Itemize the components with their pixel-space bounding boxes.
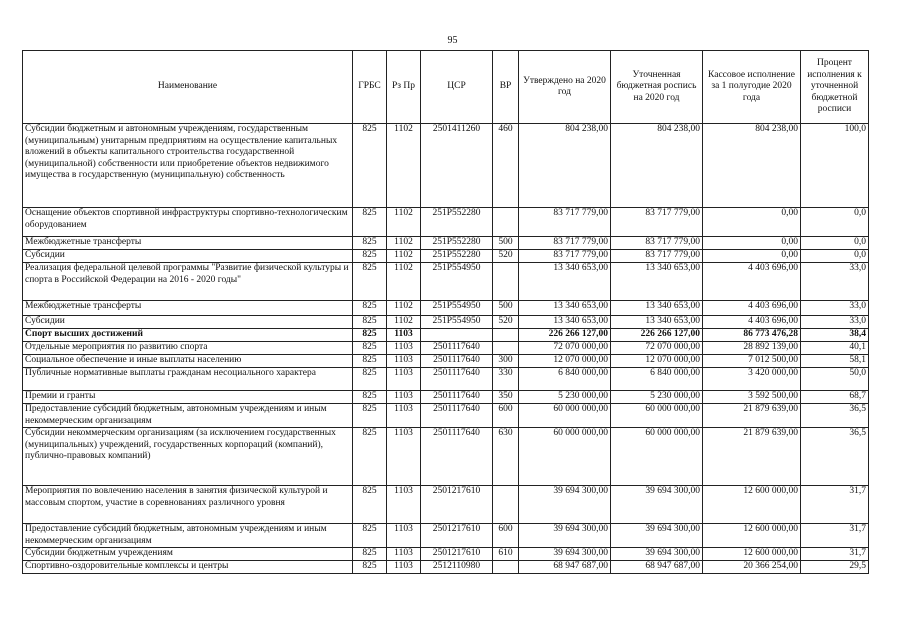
row-vr (493, 342, 519, 355)
row-csr: 2501217610 (421, 486, 493, 524)
row-refined: 13 340 653,00 (611, 263, 703, 301)
row-vr: 630 (493, 428, 519, 486)
row-refined: 68 947 687,00 (611, 561, 703, 574)
row-name: Социальное обеспечение и иные выплаты населению (23, 355, 353, 368)
table-row (23, 342, 869, 355)
table-row (23, 329, 869, 342)
row-rzpr: 1102 (387, 237, 421, 250)
row-grbs: 825 (353, 237, 387, 250)
row-percent: 58,1 (801, 355, 869, 368)
row-cash: 4 403 696,00 (703, 263, 801, 301)
table-row (23, 124, 869, 208)
row-vr: 500 (493, 237, 519, 250)
row-rzpr: 1103 (387, 428, 421, 486)
row-vr: 610 (493, 548, 519, 561)
row-cash: 12 600 000,00 (703, 548, 801, 561)
row-vr: 520 (493, 250, 519, 263)
header-rzpr: Рз Пр (387, 51, 421, 124)
row-rzpr: 1102 (387, 124, 421, 208)
row-name: Оснащение объектов спортивной инфраструктуры спортивно-технологическим оборудованием (23, 208, 353, 237)
row-csr: 2501117640 (421, 368, 493, 391)
row-cash: 3 420 000,00 (703, 368, 801, 391)
header-refined: Уточненная бюджетная роспись на 2020 год (611, 51, 703, 124)
row-percent: 0,0 (801, 237, 869, 250)
row-cash: 804 238,00 (703, 124, 801, 208)
table-row (23, 428, 869, 486)
row-cash: 7 012 500,00 (703, 355, 801, 368)
row-grbs: 825 (353, 250, 387, 263)
row-rzpr: 1102 (387, 316, 421, 329)
row-grbs: 825 (353, 329, 387, 342)
row-csr: 2501411260 (421, 124, 493, 208)
row-vr (493, 486, 519, 524)
row-percent: 0,0 (801, 208, 869, 237)
row-refined: 60 000 000,00 (611, 428, 703, 486)
row-cash: 0,00 (703, 237, 801, 250)
row-percent: 68,7 (801, 391, 869, 404)
row-vr (493, 263, 519, 301)
row-approved: 60 000 000,00 (519, 404, 611, 428)
table-row (23, 404, 869, 428)
row-name: Спортивно-оздоровительные комплексы и центры (23, 561, 353, 574)
row-name: Межбюджетные трансферты (23, 237, 353, 250)
row-approved: 13 340 653,00 (519, 316, 611, 329)
row-percent: 36,5 (801, 428, 869, 486)
row-csr: 251P554950 (421, 263, 493, 301)
row-vr: 460 (493, 124, 519, 208)
row-refined: 13 340 653,00 (611, 301, 703, 316)
row-csr: 251P552280 (421, 208, 493, 237)
row-cash: 4 403 696,00 (703, 301, 801, 316)
row-grbs: 825 (353, 486, 387, 524)
row-percent: 29,5 (801, 561, 869, 574)
page-number: 95 (447, 35, 458, 46)
row-csr: 2501117640 (421, 342, 493, 355)
row-percent: 33,0 (801, 316, 869, 329)
row-refined: 83 717 779,00 (611, 208, 703, 237)
row-name: Межбюджетные трансферты (23, 301, 353, 316)
table-row (23, 237, 869, 250)
row-rzpr: 1103 (387, 391, 421, 404)
row-refined: 12 070 000,00 (611, 355, 703, 368)
table-row (23, 301, 869, 316)
row-refined: 83 717 779,00 (611, 250, 703, 263)
header-grbs: ГРБС (353, 51, 387, 124)
row-refined: 39 694 300,00 (611, 524, 703, 548)
table-row (23, 368, 869, 391)
row-csr: 251P554950 (421, 316, 493, 329)
row-grbs: 825 (353, 368, 387, 391)
table-row (23, 208, 869, 237)
row-grbs: 825 (353, 301, 387, 316)
row-vr: 600 (493, 524, 519, 548)
row-approved: 39 694 300,00 (519, 486, 611, 524)
row-cash: 12 600 000,00 (703, 524, 801, 548)
row-name: Предоставление субсидий бюджетным, автономным учреждениям и иным некоммерческим организациям (23, 524, 353, 548)
row-name: Субсидии (23, 250, 353, 263)
row-grbs: 825 (353, 208, 387, 237)
row-grbs: 825 (353, 404, 387, 428)
row-cash: 0,00 (703, 208, 801, 237)
table-row (23, 548, 869, 561)
row-rzpr: 1102 (387, 301, 421, 316)
row-approved: 39 694 300,00 (519, 548, 611, 561)
row-name: Предоставление субсидий бюджетным, автономным учреждениям и иным некоммерческим организациям (23, 404, 353, 428)
row-cash: 3 592 500,00 (703, 391, 801, 404)
row-grbs: 825 (353, 548, 387, 561)
table-row (23, 355, 869, 368)
header-percent: Процент исполнения к уточненной бюджетной росписи (801, 51, 869, 124)
row-rzpr: 1102 (387, 250, 421, 263)
row-percent: 100,0 (801, 124, 869, 208)
row-csr: 2501217610 (421, 524, 493, 548)
row-approved: 83 717 779,00 (519, 208, 611, 237)
row-cash: 0,00 (703, 250, 801, 263)
row-vr: 600 (493, 404, 519, 428)
row-percent: 0,0 (801, 250, 869, 263)
row-refined: 13 340 653,00 (611, 316, 703, 329)
table-body (23, 124, 869, 574)
row-refined: 83 717 779,00 (611, 237, 703, 250)
row-cash: 28 892 139,00 (703, 342, 801, 355)
table-row (23, 391, 869, 404)
row-grbs: 825 (353, 124, 387, 208)
row-rzpr: 1103 (387, 342, 421, 355)
row-percent: 38,4 (801, 329, 869, 342)
row-rzpr: 1103 (387, 486, 421, 524)
row-vr: 520 (493, 316, 519, 329)
row-grbs: 825 (353, 524, 387, 548)
row-cash: 86 773 476,28 (703, 329, 801, 342)
row-approved: 13 340 653,00 (519, 301, 611, 316)
row-approved: 68 947 687,00 (519, 561, 611, 574)
row-percent: 40,1 (801, 342, 869, 355)
row-vr: 330 (493, 368, 519, 391)
row-vr: 300 (493, 355, 519, 368)
row-approved: 12 070 000,00 (519, 355, 611, 368)
row-vr (493, 329, 519, 342)
row-csr: 2501217610 (421, 548, 493, 561)
row-rzpr: 1102 (387, 263, 421, 301)
row-csr: 2501117640 (421, 355, 493, 368)
row-approved: 72 070 000,00 (519, 342, 611, 355)
row-cash: 21 879 639,00 (703, 404, 801, 428)
row-csr: 2501117640 (421, 391, 493, 404)
row-vr (493, 208, 519, 237)
row-csr: 2501117640 (421, 428, 493, 486)
row-refined: 6 840 000,00 (611, 368, 703, 391)
row-vr: 350 (493, 391, 519, 404)
row-refined: 226 266 127,00 (611, 329, 703, 342)
header-row (23, 51, 869, 124)
table-row (23, 263, 869, 301)
header-cash: Кассовое исполнение за 1 полугодие 2020 года (703, 51, 801, 124)
row-percent: 31,7 (801, 486, 869, 524)
row-name: Субсидии некоммерческим организациям (за исключением государственных (муниципальных) учреждений, государственных корпораций (компаний), публично-правовых компаний) (23, 428, 353, 486)
row-refined: 60 000 000,00 (611, 404, 703, 428)
row-csr: 251P554950 (421, 301, 493, 316)
row-approved: 83 717 779,00 (519, 250, 611, 263)
row-refined: 39 694 300,00 (611, 548, 703, 561)
row-approved: 83 717 779,00 (519, 237, 611, 250)
row-grbs: 825 (353, 391, 387, 404)
row-cash: 4 403 696,00 (703, 316, 801, 329)
row-name: Субсидии бюджетным и автономным учреждениям, государственным (муниципальным) унитарным предприятиям на осуществление капитальных вложений в объекты капитального строительства государственной (муниципальной) собственности или приобретение объектов недвижимого имущества в государственную (муниципальную) собственность (23, 124, 353, 208)
row-percent: 36,5 (801, 404, 869, 428)
row-cash: 20 366 254,00 (703, 561, 801, 574)
row-approved: 60 000 000,00 (519, 428, 611, 486)
row-approved: 13 340 653,00 (519, 263, 611, 301)
row-rzpr: 1102 (387, 208, 421, 237)
row-rzpr: 1103 (387, 524, 421, 548)
row-csr: 251P552280 (421, 237, 493, 250)
row-refined: 39 694 300,00 (611, 486, 703, 524)
row-cash: 21 879 639,00 (703, 428, 801, 486)
budget-table (22, 50, 869, 574)
row-rzpr: 1103 (387, 548, 421, 561)
header-csr: ЦСР (421, 51, 493, 124)
row-grbs: 825 (353, 316, 387, 329)
row-percent: 31,7 (801, 524, 869, 548)
row-csr: 2501117640 (421, 404, 493, 428)
row-approved: 6 840 000,00 (519, 368, 611, 391)
row-refined: 72 070 000,00 (611, 342, 703, 355)
header-vr: ВР (493, 51, 519, 124)
row-approved: 39 694 300,00 (519, 524, 611, 548)
table-row (23, 486, 869, 524)
row-grbs: 825 (353, 428, 387, 486)
table-row (23, 316, 869, 329)
row-percent: 33,0 (801, 301, 869, 316)
row-grbs: 825 (353, 355, 387, 368)
row-percent: 33,0 (801, 263, 869, 301)
row-rzpr: 1103 (387, 368, 421, 391)
row-name: Субсидии бюджетным учреждениям (23, 548, 353, 561)
row-name: Спорт высших достижений (23, 329, 353, 342)
row-refined: 804 238,00 (611, 124, 703, 208)
row-approved: 5 230 000,00 (519, 391, 611, 404)
row-grbs: 825 (353, 263, 387, 301)
row-csr: 2512110980 (421, 561, 493, 574)
row-approved: 804 238,00 (519, 124, 611, 208)
table-row (23, 250, 869, 263)
row-vr (493, 561, 519, 574)
header-name: Наименование (23, 51, 353, 124)
row-name: Публичные нормативные выплаты гражданам несоциального характера (23, 368, 353, 391)
row-cash: 12 600 000,00 (703, 486, 801, 524)
row-grbs: 825 (353, 561, 387, 574)
row-rzpr: 1103 (387, 561, 421, 574)
row-csr: 251P552280 (421, 250, 493, 263)
row-rzpr: 1103 (387, 329, 421, 342)
row-name: Отдельные мероприятия по развитию спорта (23, 342, 353, 355)
row-name: Реализация федеральной целевой программы "Развитие физической культуры и спорта в Российской Федерации на 2016 - 2020 годы" (23, 263, 353, 301)
row-approved: 226 266 127,00 (519, 329, 611, 342)
row-vr: 500 (493, 301, 519, 316)
row-csr (421, 329, 493, 342)
row-percent: 50,0 (801, 368, 869, 391)
row-rzpr: 1103 (387, 404, 421, 428)
row-name: Субсидии (23, 316, 353, 329)
table-row (23, 524, 869, 548)
row-refined: 5 230 000,00 (611, 391, 703, 404)
header-approved: Утверждено на 2020 год (519, 51, 611, 124)
row-grbs: 825 (353, 342, 387, 355)
row-percent: 31,7 (801, 548, 869, 561)
row-rzpr: 1103 (387, 355, 421, 368)
row-name: Мероприятия по вовлечению населения в занятия физической культурой и массовым спортом, участие в соревнованиях различного уровня (23, 486, 353, 524)
row-name: Премии и гранты (23, 391, 353, 404)
table-row (23, 561, 869, 574)
